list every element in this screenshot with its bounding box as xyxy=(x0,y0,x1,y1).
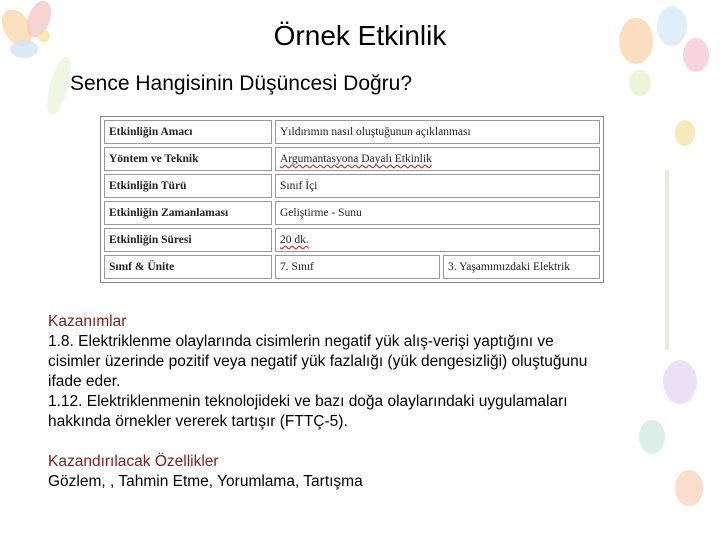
row-label: Sınıf & Ünite xyxy=(104,255,272,279)
kazanimlar-heading: Kazanımlar xyxy=(48,313,127,330)
row-label: Etkinliğin Zamanlaması xyxy=(104,201,272,225)
flower-clipart-icon xyxy=(0,0,90,120)
outcome-line: 1.12. Elektriklenmenin teknolojideki ve bazı doğa olaylarındaki uygulamaları xyxy=(48,393,568,410)
outcome-line: cisimler üzerinde pozitif veya negatif yük fazlalığı (yük dengesizliği) oluştuğunu xyxy=(48,353,588,370)
table-row xyxy=(104,174,600,198)
table-row xyxy=(104,201,600,225)
slide-title: Örnek Etkinlik xyxy=(273,20,447,51)
row-label: Etkinliğin Türü xyxy=(104,174,272,198)
row-label: Etkinliğin Amacı xyxy=(104,120,272,144)
row-value-text: Argumantasyona Dayalı Etkinlik xyxy=(280,153,432,165)
row-value xyxy=(275,147,600,171)
table-row xyxy=(104,120,600,144)
table-row xyxy=(104,147,600,171)
outcome-line: 1.8. Elektriklenme olaylarında cisimlerin negatif yük alış-verişi yaptığını ve xyxy=(48,333,554,350)
row-value-text: 20 dk. xyxy=(280,234,309,246)
learning-outcomes-section xyxy=(48,312,688,492)
outcome-line: ifade eder. xyxy=(48,373,121,390)
row-value xyxy=(275,228,600,252)
table-row xyxy=(104,228,600,252)
row-value-2: 3. Yaşamımızdaki Elektrik xyxy=(443,255,600,279)
row-value: Yıldırımın nasıl oluştuğunun açıklanması xyxy=(275,120,600,144)
table-row xyxy=(104,255,600,279)
outcome-line: hakkında örnekler vererek tartışır (FTTÇ-5). xyxy=(48,413,348,430)
row-value: Geliştirme - Sunu xyxy=(275,201,600,225)
ozellikler-heading: Kazandırılacak Özellikler xyxy=(48,453,219,470)
slide-subtitle: Sence Hangisinin Düşüncesi Doğru? xyxy=(70,72,413,95)
row-value: Sınıf İçi xyxy=(275,174,600,198)
ozellikler-text: Gözlem, , Tahmin Etme, Yorumlama, Tartışma xyxy=(48,473,363,490)
row-value: 7. Sınıf xyxy=(275,255,440,279)
row-label: Etkinliğin Süresi xyxy=(104,228,272,252)
section-spacer xyxy=(48,432,688,452)
activity-info-table xyxy=(100,116,604,283)
row-label: Yöntem ve Teknik xyxy=(104,147,272,171)
